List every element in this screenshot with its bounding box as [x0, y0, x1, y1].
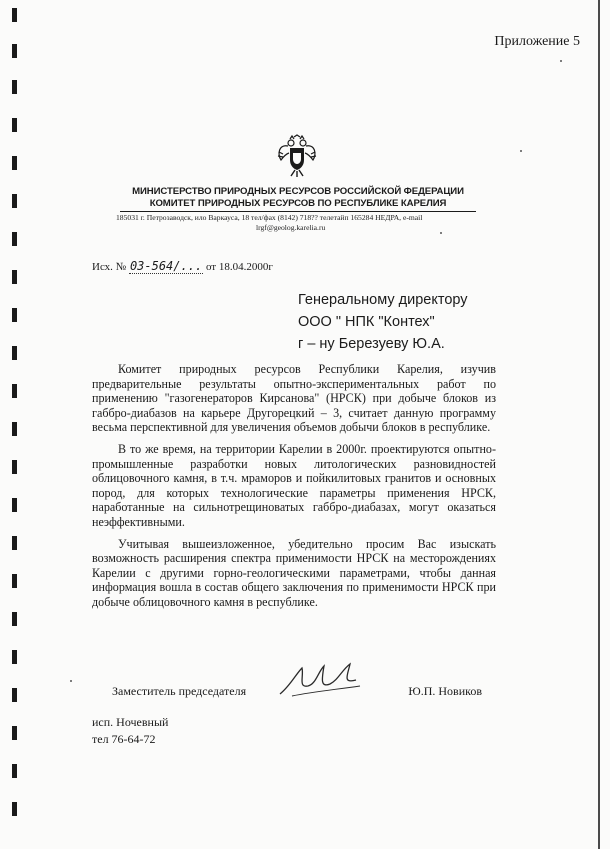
appendix-label: Приложение 5 [494, 34, 580, 49]
address-line: 185031 г. Петрозаводск, ило Варкауса, 18 тел/фах (8142) 718?? телетайп 165284 НЕДРА, e-mail [116, 213, 423, 222]
addressee-block [298, 289, 468, 355]
signatory-name: Ю.П. Новиков [408, 684, 482, 698]
letterhead-title [120, 186, 476, 212]
body-paragraph-2: В то же время, на территории Карелии в 2000г. проектируются опытно-промышленные разработки новых литологических разновидностей облицовочного камня, в т.ч. мраморов и пойкилитовых гранитов и основных пород, для которых технологические параметры применения НРСК, наработанные на сильнотрещиноватых габбро-диабазах, могут оказаться неэффективными. [92, 441, 496, 529]
executor-phone: тел 76-64-72 [92, 732, 156, 746]
scan-speck [70, 680, 72, 682]
executor-block [92, 714, 168, 748]
ministry-name: МИНИСТЕРСТВО ПРИРОДНЫХ РЕСУРСОВ РОССИЙСКОЙ ФЕДЕРАЦИИ [132, 186, 464, 197]
scan-speck [560, 60, 562, 62]
letter-body [92, 362, 496, 617]
outgoing-reference [92, 259, 273, 273]
executor-name: исп. Ночевный [92, 715, 169, 729]
scan-edge-marks [12, 0, 20, 849]
committee-name: КОМИТЕТ ПРИРОДНЫХ РЕСУРСОВ ПО РЕСПУБЛИКЕ КАРЕЛИЯ [120, 198, 476, 212]
outgoing-date: от 18.04.2000г [205, 261, 273, 273]
letterhead-address [116, 213, 482, 233]
email-address: lrgf@geolog.karelia.ru [256, 223, 326, 232]
scan-right-edge [598, 0, 600, 849]
addressee-line-3: г – ну Березуеву Ю.А. [298, 336, 445, 352]
outgoing-prefix: Исх. № [92, 261, 127, 273]
outgoing-number: 03-564/... [129, 259, 203, 273]
addressee-line-2: ООО " НПК "Контех" [298, 314, 435, 330]
signatory-role: Заместитель председателя [112, 684, 247, 698]
body-paragraph-1: Комитет природных ресурсов Республики Карелия, изучив предварительные результаты опытно-экспериментальных работ по применению "газогенераторов Кирсанова" (НРСК) при добыче блоков из габбро-диабазов на карьере Другорецкий – 3, считает данную программу весьма перспективной для увеличения объемов добычи блоков в республике. [92, 362, 496, 435]
scan-speck [520, 150, 522, 152]
coat-of-arms-icon [275, 134, 319, 180]
addressee-line-1: Генеральному директору [298, 292, 468, 308]
body-paragraph-3: Учитывая вышеизложенное, убедительно просим Вас изыскать возможность расширения спектра применимости НРСК на месторождениях Карелии с другими горно-геологическими параметрами, чтобы данная информация вошла в состав общего заключения по применимости НРСК при добыче облицовочного камня в республике. [92, 536, 496, 609]
handwritten-signature [272, 656, 368, 702]
